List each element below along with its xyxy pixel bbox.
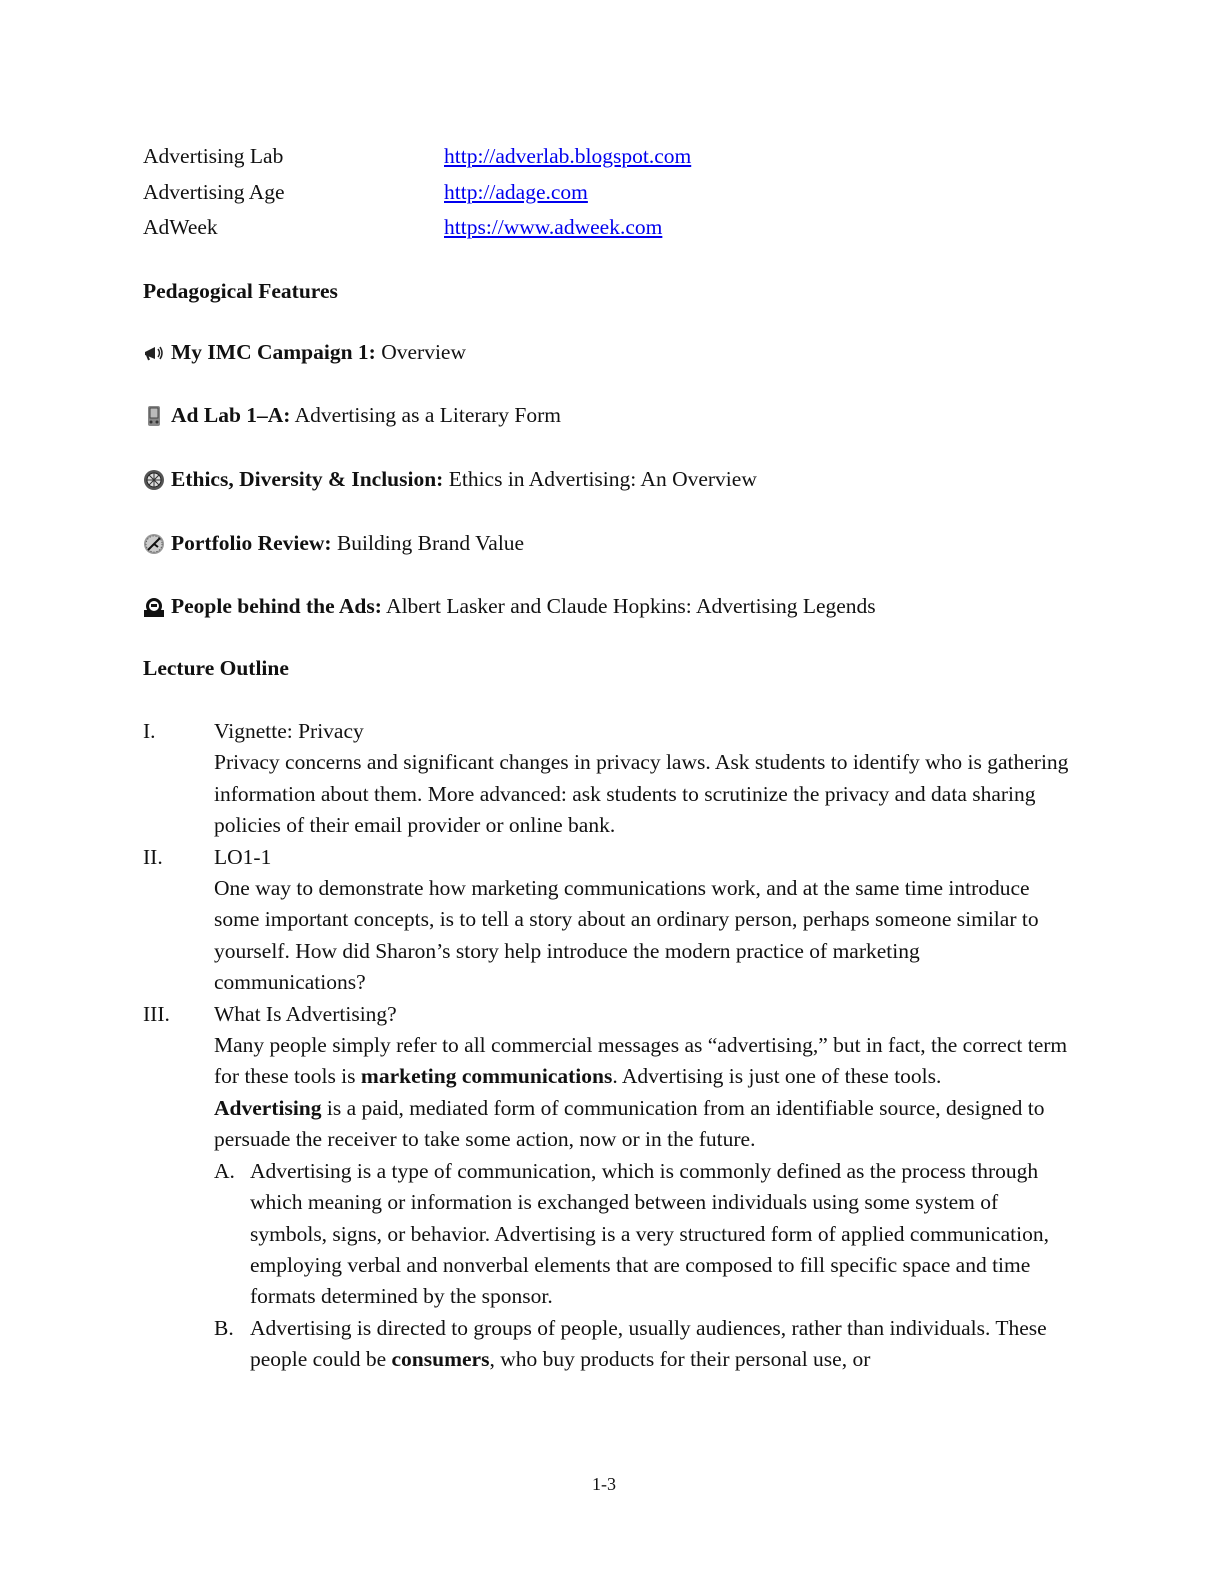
feature-text: Overview [375, 340, 466, 364]
section-title: Vignette: Privacy [214, 719, 364, 743]
section-title: What Is Advertising? [214, 1001, 397, 1026]
resource-name: Advertising Age [143, 180, 285, 204]
feature-label: People behind the Ads: [171, 594, 382, 618]
feature-item [143, 531, 524, 556]
pda-icon [143, 405, 165, 427]
feature-item [143, 403, 561, 428]
lecture-outline [143, 716, 1069, 1376]
outline-subitem: A. Advertising is a type of communication, which is commonly defined as the process through which meaning or information is exchanged between individuals using some system of symbols, signs, or behavior. Advertising is a very structured form of applied communication, employing verbal and nonverbal elements that are composed to fill specific space and time formats determined by the sponsor. [214, 1158, 1049, 1309]
section-heading: Lecture Outline [143, 656, 289, 680]
feature-item [143, 340, 466, 365]
resource-link[interactable]: http://adverlab.blogspot.com [444, 144, 692, 168]
section-heading: Pedagogical Features [143, 279, 338, 303]
outline-subitem: B. Advertising is directed to groups of people, usually audiences, rather than individuals. These people could be consumers, who buy products for their personal use, or [214, 1315, 1047, 1372]
clock-icon [143, 533, 165, 555]
feature-text: Ethics in Advertising: An Overview [443, 467, 757, 491]
outline-section [143, 842, 1069, 999]
section-text: Privacy concerns and significant changes in privacy laws. Ask students to identify who is gathering information about them. More advanced: ask students to scrutinize the privacy and data sharing policies of their email provider or online bank. [214, 750, 1069, 838]
section-text: One way to demonstrate how marketing communications work, and at the same time introduce some important concepts, is to tell a story about an ordinary person, perhaps someone similar to yourself. How did Sharon’s story help introduce the modern practice of marketing communications? [214, 876, 1039, 995]
outline-section [143, 999, 1069, 1376]
section-number: II. [143, 844, 163, 869]
ship-wheel-icon [143, 469, 165, 491]
feature-text: Building Brand Value [331, 531, 525, 555]
feature-label: Ethics, Diversity & Inclusion: [171, 467, 444, 491]
section-number: I. [143, 719, 156, 743]
section-text: Many people simply refer to all commercial messages as “advertising,” but in fact, the correct term for these tools is marketing communications. Advertising is just one of these tools. [214, 1033, 1068, 1089]
feature-label: Portfolio Review: [171, 531, 332, 555]
feature-text: Albert Lasker and Claude Hopkins: Advertising Legends [381, 594, 876, 618]
resource-name: AdWeek [143, 215, 218, 239]
resource-name: Advertising Lab [143, 144, 284, 168]
resource-link[interactable]: https://www.adweek.com [444, 215, 663, 239]
feature-item [143, 467, 757, 492]
feature-label: My IMC Campaign 1: [171, 340, 376, 364]
megaphone-icon [143, 342, 165, 364]
resource-link[interactable]: http://adage.com [444, 180, 588, 204]
person-icon [143, 596, 165, 618]
section-text: Advertising is a paid, mediated form of communication from an identifiable source, designed to persuade the receiver to take some action, now or in the future. [214, 1095, 1045, 1152]
section-title: LO1-1 [214, 844, 272, 869]
feature-text: Advertising as a Literary Form [290, 403, 561, 427]
feature-label: Ad Lab 1–A: [171, 403, 291, 427]
section-number: III. [143, 1001, 170, 1026]
page-number: 1-3 [592, 1474, 616, 1494]
feature-item [143, 594, 876, 619]
outline-section [143, 716, 1069, 842]
